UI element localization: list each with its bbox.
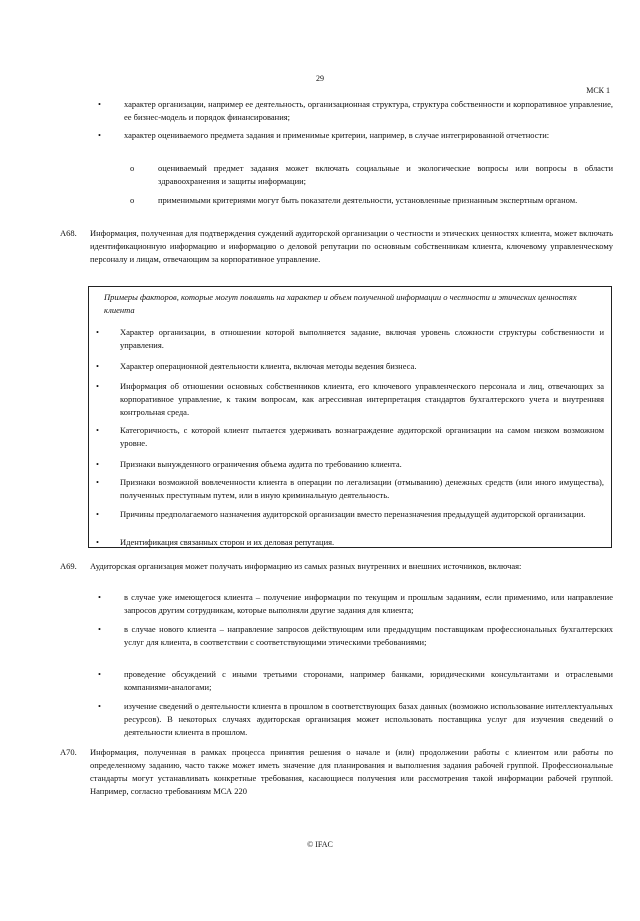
bullet-icon: • — [98, 130, 101, 140]
box-list-item-text: Признаки вынужденного ограничения объема аудита по требованию клиента. — [120, 459, 402, 469]
box-list-item-text: Информация об отношении основных собственников клиента, его ключевого управленческого персонала и лиц, отвечающих за корпоративное управление, к таким вопросам, как агрессивная интерпретация стандартов бухгалтерского учета и внутренняя контрольная среда. — [120, 381, 604, 417]
paragraph-a70 — [60, 746, 613, 798]
paragraph-text: Информация, полученная для подтверждения суждений аудиторской организации о честности и этических ценностях клиента, может включать идентификационную информацию и информацию о деловой репутации по основным собственникам клиента, ключевому управленческому персоналу и лицам, отвечающим за корпоративное управление. — [90, 228, 613, 264]
box-list-item — [96, 476, 604, 502]
bullet-icon: • — [96, 381, 99, 391]
box-list-item-text: Признаки возможной вовлеченности клиента в операции по легализации (отмыванию) денежных средств (или иного имущества), полученных преступным путем, или в иную криминальную деятельность. — [120, 477, 604, 500]
paragraph-number: A69. — [60, 561, 77, 571]
bullet-icon: • — [96, 509, 99, 519]
bullet-icon: • — [98, 669, 101, 679]
paragraph-text: Аудиторская организация может получать информацию из самых разных внутренних и внешних источников, включая: — [90, 561, 522, 571]
box-list-item — [96, 380, 604, 419]
page-number: 29 — [316, 74, 324, 83]
circle-bullet-icon: o — [130, 195, 135, 205]
list-item — [98, 668, 613, 694]
bullet-icon: • — [98, 592, 101, 602]
list-item — [98, 591, 613, 617]
bullet-icon: • — [96, 425, 99, 435]
list-item — [98, 129, 613, 142]
sub-list-item — [130, 162, 613, 188]
box-list-item — [96, 458, 604, 471]
sub-list-item — [130, 194, 613, 207]
box-list-item-text: Категоричность, с которой клиент пытается удерживать вознаграждение аудиторской организации на самом низком возможном уровне. — [120, 425, 604, 448]
paragraph-text: Информация, полученная в рамках процесса принятия решения о начале и (или) продолжении работы с клиентом или работы по определенному заданию, часто также может иметь значение для планирования и выполнения задания рабочей группой. Профессиональные стандарты могут устанавливать конкретные требования, касающиеся получения или рассмотрения такой информации рабочей группой. Например, согласно требованиям МСА 220 — [90, 747, 613, 796]
paragraph-number: A68. — [60, 228, 77, 238]
list-item — [98, 98, 613, 124]
list-item-text: характер организации, например ее деятельность, организационная структура, структура собственности и корпоративное управление, ее бизнес-модель и порядок финансирования; — [124, 99, 613, 122]
bullet-icon: • — [98, 624, 101, 634]
circle-bullet-icon: o — [130, 163, 135, 173]
bullet-icon: • — [96, 537, 99, 547]
list-item-text: характер оцениваемого предмета задания и применимые критерии, например, в случае интегрированной отчетности: — [124, 130, 550, 140]
box-list-item-text: Характер операционной деятельности клиента, включая методы ведения бизнеса. — [120, 361, 417, 371]
footer-copyright: © IFAC — [307, 840, 333, 849]
box-list-item — [96, 360, 604, 373]
bullet-icon: • — [96, 327, 99, 337]
paragraph-number: A70. — [60, 747, 77, 757]
paragraph-a68 — [60, 227, 613, 266]
sub-list-item-text: применимыми критериями могут быть показатели деятельности, установленные признанным экспертным органом. — [158, 195, 578, 205]
bullet-icon: • — [98, 701, 101, 711]
bullet-icon: • — [98, 99, 101, 109]
list-item-text: проведение обсуждений с иными третьими сторонами, например банками, юридическими консультантами и отраслевыми компаниями-аналогами; — [124, 669, 613, 692]
box-list-item — [96, 424, 604, 450]
box-list-item-text: Характер организации, в отношении которой выполняется задание, включая уровень сложности структуры собственности и управления. — [120, 327, 604, 350]
box-list-item — [96, 508, 604, 521]
list-item-text: в случае уже имеющегося клиента – получение информации по текущим и прошлым заданиям, если применимо, или направление запросов другим сотрудникам, которые выполняли другие задания для клиента; — [124, 592, 613, 615]
document-code: МСК 1 — [586, 86, 610, 95]
paragraph-a69 — [60, 560, 613, 573]
examples-box-title: Примеры факторов, которые могут повлиять на характер и объем полученной информации о честности и этических ценностях клиента — [104, 292, 577, 315]
box-list-item-text: Причины предполагаемого назначения аудиторской организации вместо переназначения предыдущей аудиторской организации. — [120, 509, 586, 519]
list-item-text: в случае нового клиента – направление запросов действующим или предыдущим поставщикам профессиональных бухгалтерских услуг для клиента, в соответствии с соответствующими этическими требованиями; — [124, 624, 613, 647]
bullet-icon: • — [96, 477, 99, 487]
list-item-text: изучение сведений о деятельности клиента в прошлом в соответствующих базах данных (возможно использование интеллектуальных ресурсов). В некоторых случаях аудиторская организация может использовать поставщика услуг для изучения сведений о деятельности клиента в прошлом. — [124, 701, 613, 737]
bullet-icon: • — [96, 361, 99, 371]
box-list-item — [96, 536, 604, 549]
box-list-item-text: Идентификация связанных сторон и их деловая репутация. — [120, 537, 335, 547]
bullet-icon: • — [96, 459, 99, 469]
list-item — [98, 700, 613, 739]
sub-list-item-text: оцениваемый предмет задания может включать социальные и экологические вопросы или вопросы в области здравоохранения и защиты информации; — [158, 163, 613, 186]
box-list-item — [96, 326, 604, 352]
list-item — [98, 623, 613, 649]
